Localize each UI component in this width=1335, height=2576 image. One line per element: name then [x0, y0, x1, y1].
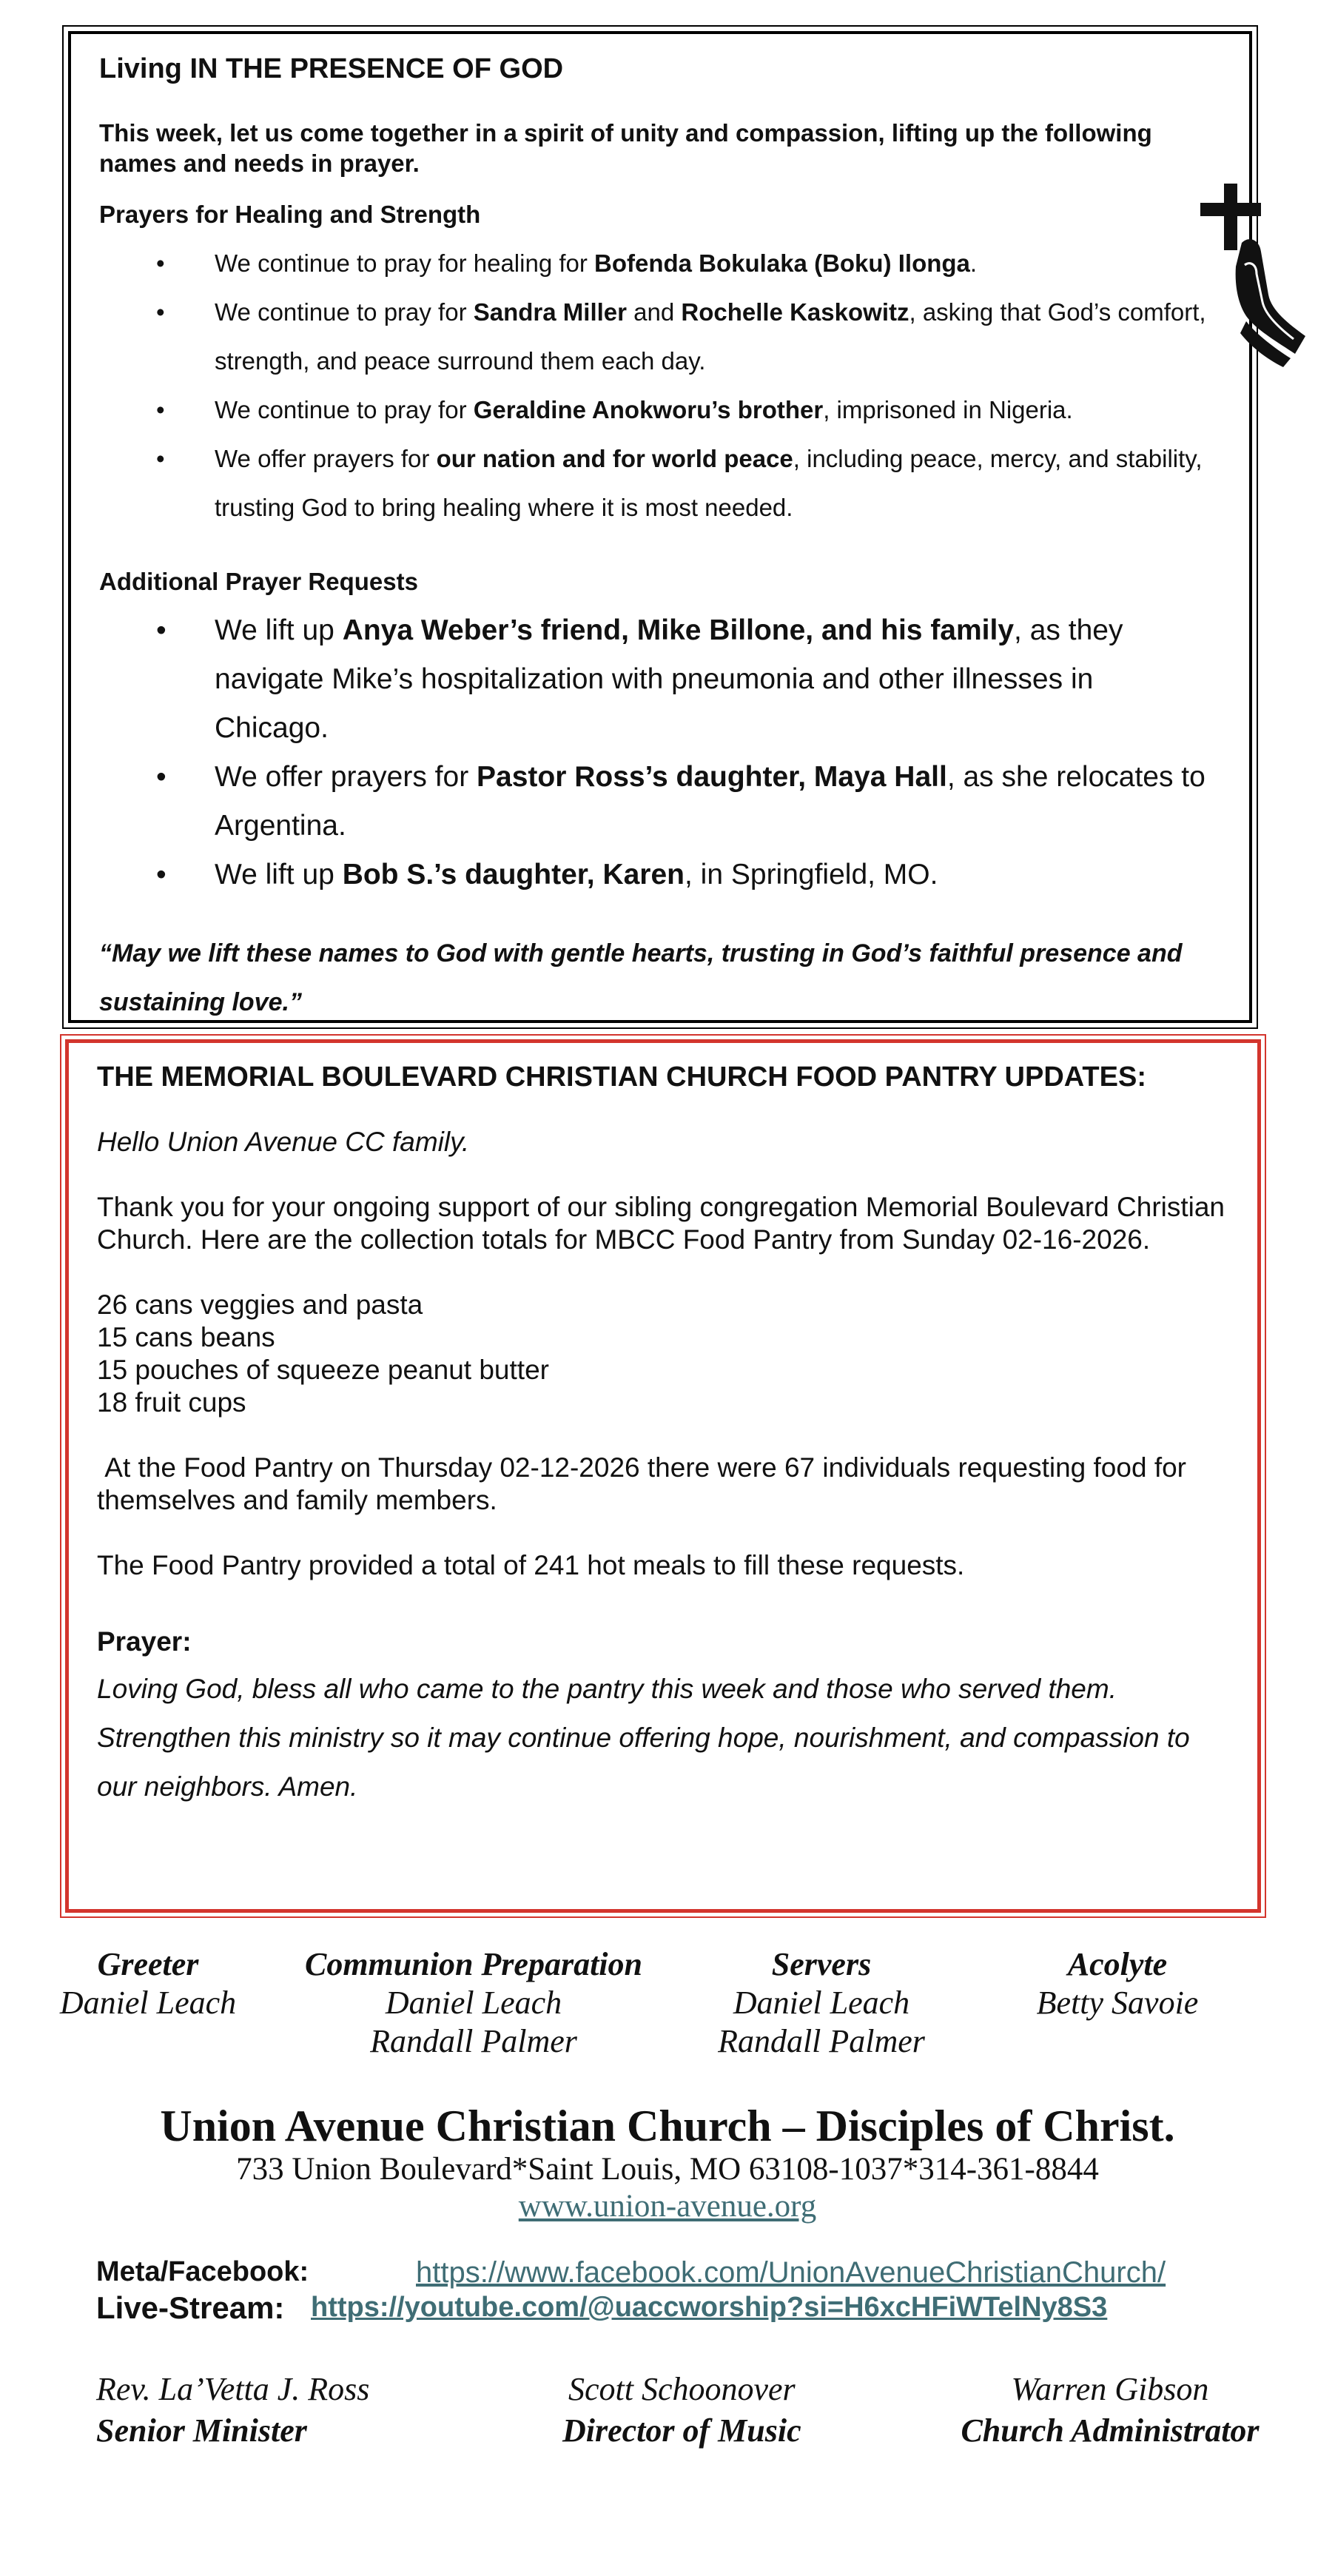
- pantry-greeting: Hello Union Avenue CC family.: [97, 1127, 470, 1157]
- list-item: • We offer prayers for our nation and for world peace, including peace, mercy, and stability, trusting God to bring healing where it is most needed.: [156, 445, 1203, 521]
- pantry-prayer-text: Loving God, bless all who came to the pantry this week and those who served them. Strengthen this ministry so it may continue offering hope, nourishment, and compassion to our neighbors. Amen.: [97, 1674, 1190, 1802]
- pantry-thanks: Thank you for your ongoing support of our sibling congregation Memorial Boulevard Christian Church. Here are the collection totals for MBCC Food Pantry from Sunday 02-16-2026.: [97, 1192, 1225, 1255]
- list-item: • We offer prayers for Pastor Ross’s daughter, Maya Hall, as she relocates to Argentina.: [156, 761, 1205, 842]
- church-address: 733 Union Boulevard*Saint Louis, MO 63108-1037*314-361-8844: [236, 2152, 1099, 2187]
- prayer-closing-quote: “May we lift these names to God with gentle hearts, trusting in God’s faithful presence and sustaining love.”: [99, 939, 1183, 1016]
- livestream-row: [96, 2290, 1108, 2326]
- prayer-title: Living IN THE PRESENCE OF GOD: [99, 53, 564, 84]
- list-item: • We continue to pray for Geraldine Anokworu’s brother, imprisoned in Nigeria.: [156, 396, 1073, 423]
- livestream-label: Live-Stream:: [96, 2290, 285, 2325]
- list-item: 18 fruit cups: [97, 1387, 246, 1418]
- praying-hands-cross-icon: [1197, 184, 1308, 369]
- list-item: • We lift up Bob S.’s daughter, Karen, in Springfield, MO.: [156, 859, 938, 890]
- healing-heading: Prayers for Healing and Strength: [99, 201, 481, 228]
- role-communion-preparation: Communion Preparation Daniel Leach Randall Palmer: [304, 1946, 642, 2059]
- list-item: 26 cans veggies and pasta: [97, 1289, 423, 1320]
- additional-list: [99, 606, 1212, 899]
- staff-senior-minister: Rev. La’Vetta J. Ross Senior Minister: [96, 2371, 370, 2449]
- role-servers: Servers Daniel Leach Randall Palmer: [718, 1946, 925, 2059]
- list-item: • We continue to pray for healing for Bofenda Bokulaka (Boku) Ilonga.: [156, 249, 978, 277]
- list-item: • We lift up Anya Weber’s friend, Mike Billone, and his family, as they navigate Mike’s hospitalization with pneumonia and other illnesses in Chicago.: [156, 614, 1123, 744]
- list-item: 15 pouches of squeeze peanut butter: [97, 1355, 549, 1385]
- pantry-meals: The Food Pantry provided a total of 241 hot meals to fill these requests.: [97, 1550, 965, 1580]
- list-item: 15 cans beans: [97, 1322, 275, 1352]
- livestream-link[interactable]: https://youtube.com/@uaccworship?si=H6xcHFiWTelNy8S3: [311, 2292, 1108, 2323]
- staff-director-of-music: Scott Schoonover Director of Music: [562, 2371, 801, 2449]
- role-greeter: Greeter Daniel Leach: [59, 1946, 237, 2021]
- facebook-row: [96, 2256, 1166, 2289]
- facebook-link[interactable]: https://www.facebook.com/UnionAvenueChristianChurch/: [416, 2256, 1166, 2289]
- role-acolyte: Acolyte Betty Savoie: [1036, 1946, 1199, 2021]
- pantry-items: [97, 1289, 1228, 1419]
- pantry-title: THE MEMORIAL BOULEVARD CHRISTIAN CHURCH FOOD PANTRY UPDATES:: [97, 1061, 1146, 1093]
- healing-list: [99, 239, 1212, 532]
- prayer-section: [68, 31, 1252, 1023]
- additional-heading: Additional Prayer Requests: [99, 568, 418, 595]
- pantry-prayer-label: Prayer:: [97, 1626, 192, 1657]
- church-website-link[interactable]: www.union-avenue.org: [518, 2189, 817, 2224]
- staff-church-administrator: Warren Gibson Church Administrator: [961, 2371, 1260, 2449]
- prayer-intro: This week, let us come together in a spirit of unity and compassion, lifting up the following names and needs in prayer.: [99, 119, 1152, 177]
- facebook-label: Meta/Facebook:: [96, 2256, 309, 2287]
- food-pantry-section: [65, 1039, 1261, 1913]
- list-item: • We continue to pray for Sandra Miller and Rochelle Kaskowitz, asking that God’s comfort, strength, and peace surround them each day.: [156, 298, 1206, 375]
- church-name: Union Avenue Christian Church – Disciples of Christ.: [160, 2102, 1175, 2150]
- pantry-individuals: At the Food Pantry on Thursday 02-12-2026 there were 67 individuals requesting food for themselves and family members.: [97, 1452, 1194, 1515]
